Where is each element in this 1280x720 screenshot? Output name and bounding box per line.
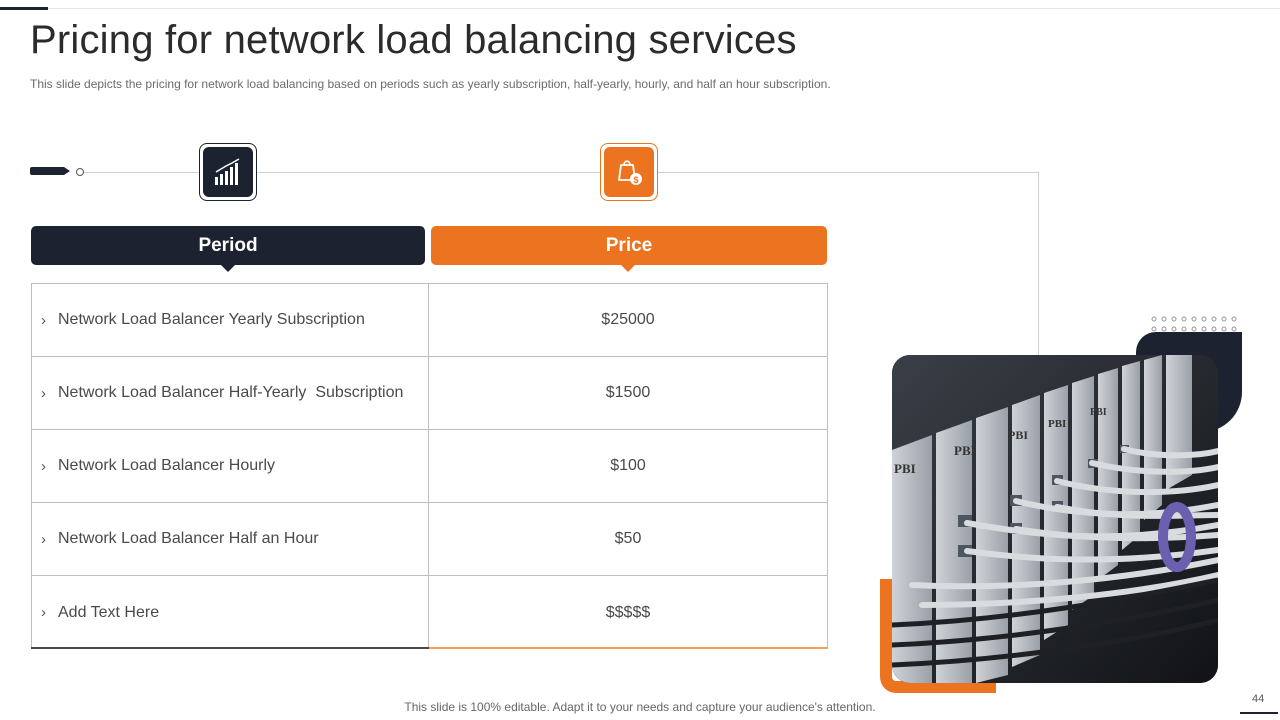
table-row	[31, 430, 828, 503]
chevron-right-icon: ›	[41, 530, 46, 548]
top-rule	[48, 8, 1280, 9]
signal-bars-icon	[213, 157, 243, 187]
page-number: 44	[1252, 693, 1265, 705]
svg-text:PBI: PBI	[894, 461, 916, 476]
pricing-table	[31, 283, 828, 649]
price-tag-icon	[613, 156, 645, 188]
period-cell	[31, 576, 429, 649]
period-header-pointer	[221, 265, 235, 272]
price-header-pointer	[621, 265, 635, 272]
table-row	[31, 503, 828, 576]
chevron-right-icon: ›	[41, 604, 46, 621]
price-cell: $1500	[429, 357, 828, 429]
top-accent-bar	[0, 7, 48, 10]
table-row	[31, 576, 828, 649]
price-cell: $$$$$	[429, 576, 828, 649]
period-cell	[31, 503, 429, 575]
period-cell	[31, 284, 429, 356]
slide-title: Pricing for network load balancing services	[30, 18, 797, 62]
period-label: Network Load Balancer Yearly Subscription	[58, 311, 365, 328]
svg-text:PBI: PBI	[1090, 407, 1107, 418]
chevron-right-icon: ›	[41, 384, 46, 402]
slide-footer: This slide is 100% editable. Adapt it to your needs and capture your audience's attention.	[404, 700, 876, 714]
svg-text:PBI: PBI	[1008, 428, 1029, 442]
period-cell	[31, 357, 429, 429]
price-cell: $50	[429, 503, 828, 575]
period-header: Period	[31, 226, 425, 265]
period-label: Network Load Balancer Half-Yearly Subscription	[58, 384, 404, 401]
table-bottom-rule-dark	[31, 647, 429, 649]
period-label: Network Load Balancer Half an Hour	[58, 530, 319, 547]
period-label: Add Text Here	[58, 603, 160, 621]
timeline-line-vertical	[1038, 172, 1039, 357]
timeline-start-tip	[64, 167, 70, 175]
period-label: Network Load Balancer Hourly	[58, 457, 275, 474]
price-header: Price	[431, 226, 827, 265]
chevron-right-icon: ›	[41, 457, 46, 475]
table-bottom-rule-orange	[429, 647, 828, 649]
timeline-start-marker	[30, 167, 64, 175]
table-row	[31, 357, 828, 430]
timeline-dot	[76, 168, 84, 176]
svg-text:PBI: PBI	[954, 443, 976, 458]
table-row	[31, 284, 828, 357]
svg-text:PBI: PBI	[1048, 418, 1067, 430]
network-switch-photo	[892, 355, 1218, 683]
price-cell: $100	[429, 430, 828, 502]
period-icon-box	[199, 143, 257, 201]
svg-text:$: $	[633, 175, 639, 185]
slide-subtitle: This slide depicts the pricing for network load balancing based on periods such as yearly subscription, half-yearly, hourly, and half an hour subscription.	[30, 77, 831, 91]
chevron-right-icon: ›	[41, 311, 46, 329]
price-cell: $25000	[429, 284, 828, 356]
period-cell	[31, 430, 429, 502]
price-icon-box	[600, 143, 658, 201]
page-number-rule	[1240, 712, 1278, 714]
